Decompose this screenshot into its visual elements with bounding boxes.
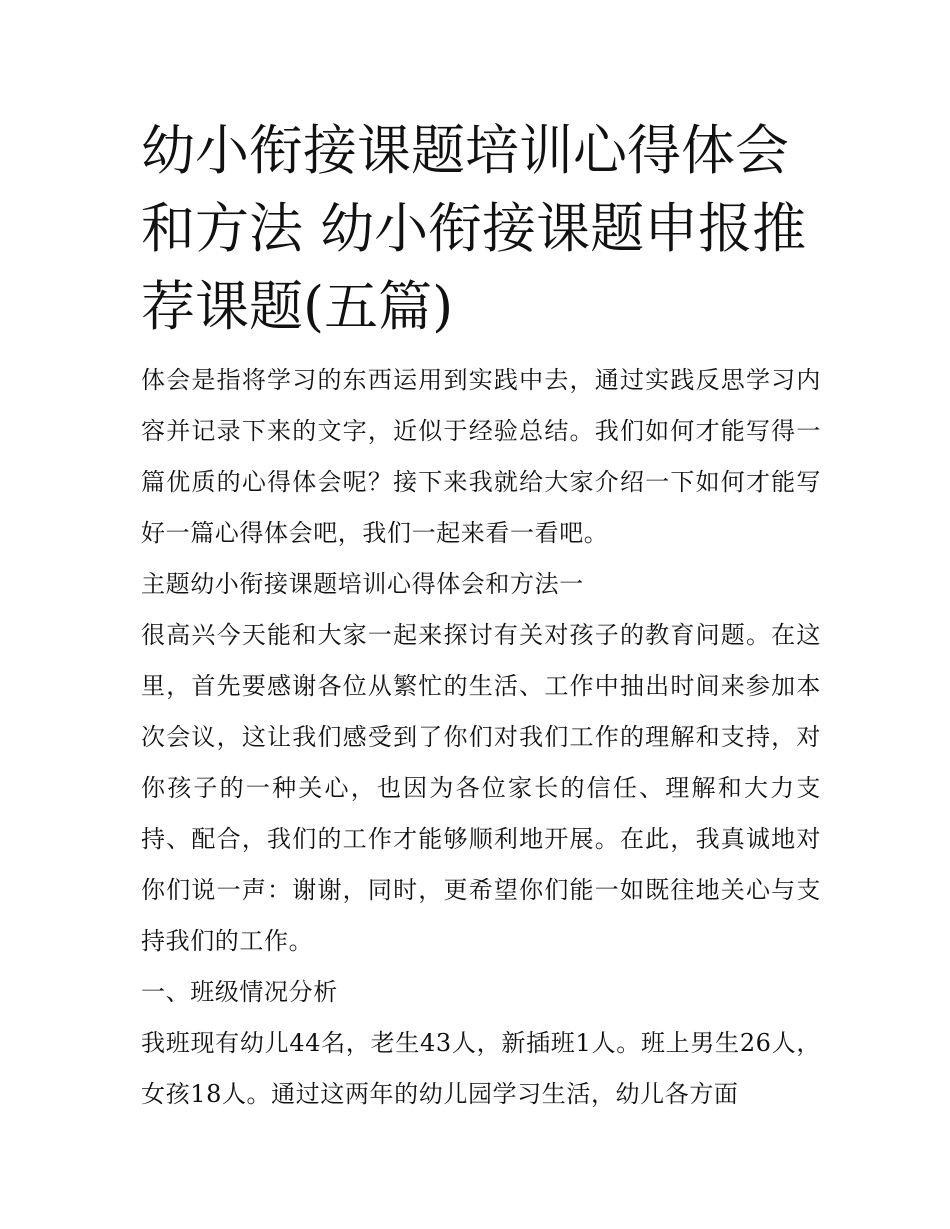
- document-body: [141, 355, 821, 1120]
- document-title: 幼小衔接课题培训心得体会和方法 幼小衔接课题申报推荐课题(五篇): [141, 119, 807, 338]
- subtitle-heading: 主题幼小衔接课题培训心得体会和方法一: [141, 570, 584, 598]
- section-heading: 一、班级情况分析: [141, 978, 338, 1006]
- body-paragraph-2: 我班现有幼儿44名，老生43人，新插班1人。班上男生26人，女孩18人。通过这两年的幼儿园学习生活，幼儿各方面: [141, 1029, 821, 1108]
- body-paragraph-1: 很高兴今天能和大家一起来探讨有关对孩子的教育问题。在这里，首先要感谢各位从繁忙的生活、工作中抽出时间来参加本次会议，这让我们感受到了你们对我们工作的理解和支持，对你孩子的一种关心，也因为各位家长的信任、理解和大力支持、配合，我们的工作才能够顺利地开展。在此，我真诚地对你们说一声：谢谢，同时，更希望你们能一如既往地关心与支持我们的工作。: [141, 621, 821, 955]
- intro-paragraph: 体会是指将学习的东西运用到实践中去，通过实践反思学习内容并记录下来的文字，近似于经验总结。我们如何才能写得一篇优质的心得体会呢？接下来我就给大家介绍一下如何才能写好一篇心得体会吧，我们一起来看一看吧。: [141, 366, 821, 547]
